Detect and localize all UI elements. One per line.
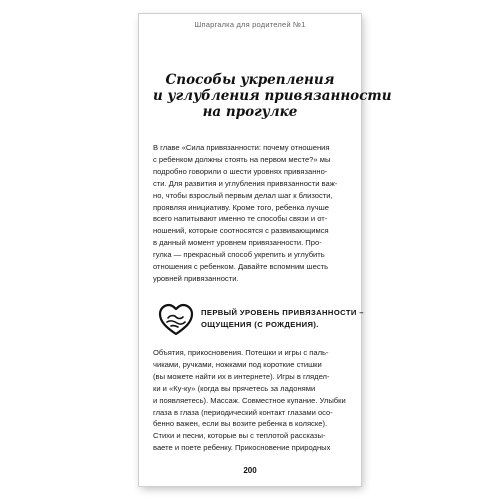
title-line: Способы укрепления (165, 72, 335, 88)
section-paragraph (153, 347, 347, 454)
text-line: но, чтобы взрослый первым делал шаг к близости, (153, 190, 333, 200)
text-line: гулка — прекрасный способ укрепить и углубить (153, 250, 325, 260)
chapter-title (153, 72, 392, 120)
text-line: В главе «Сила привязанности: почему отношения (153, 143, 330, 152)
text-line: чиками, ручками, ножками под короткие стишки (153, 359, 322, 369)
text-line: ки и «Ку-ку» (когда вы прячетесь за ладонями (153, 383, 316, 393)
title-line: и углубления привязанности (153, 88, 392, 104)
title-line: на прогулке (202, 104, 298, 120)
text-line: бенно важен, если вы возите ребенка в коляске). (153, 419, 328, 429)
text-line: в данный момент уровнем привязанности. Про- (153, 238, 322, 248)
text-line: глаза в глаза (периодический контакт глазами осо- (153, 407, 333, 417)
text-line: ношений, которые соотносятся с развивающимся (153, 226, 329, 236)
heading-line: ОЩУЩЕНИЯ (С РОЖДЕНИЯ). (201, 319, 319, 329)
book-page (139, 14, 392, 486)
text-line: с ребенком должны стоять на первом месте?» мы (153, 154, 331, 164)
text-line: и появляетесь). Массаж. Совместное купание. Улыбки (153, 395, 346, 405)
text-line: сти. Для развития и углубления привязанности важ- (153, 178, 338, 188)
text-line: проявляя инициативу. Кроме того, ребенка лучше (153, 202, 329, 212)
text-line: отношения с ребенком. Давайте вспомним шесть (153, 262, 329, 272)
heading-line: ПЕРВЫЙ УРОВЕНЬ ПРИВЯЗАННОСТИ – (201, 308, 364, 317)
running-header: Шпаргалка для родителей №1 (194, 20, 306, 29)
text-line: (вы можете найти их в интернете). Игры в глядел- (153, 371, 330, 381)
page-number: 200 (243, 466, 257, 475)
intro-paragraph (153, 142, 347, 285)
attachment-level-section (153, 294, 364, 344)
section-heading (201, 307, 364, 330)
text-line: подробно говорили о шести уровнях привязанно- (153, 166, 328, 176)
text-line: всего напитывают именно те способы связи и от- (153, 214, 328, 224)
text-line: Объятия, прикосновения. Потешки и игры с паль- (153, 348, 329, 357)
heart-hands-icon (155, 298, 197, 340)
text-line: уровней привязанности. (153, 273, 239, 283)
text-line: ваете и поете ребенку. Прикосновение природных (153, 443, 331, 453)
text-line: Стихи и песни, которые вы с теплотой рассказы- (153, 431, 326, 441)
